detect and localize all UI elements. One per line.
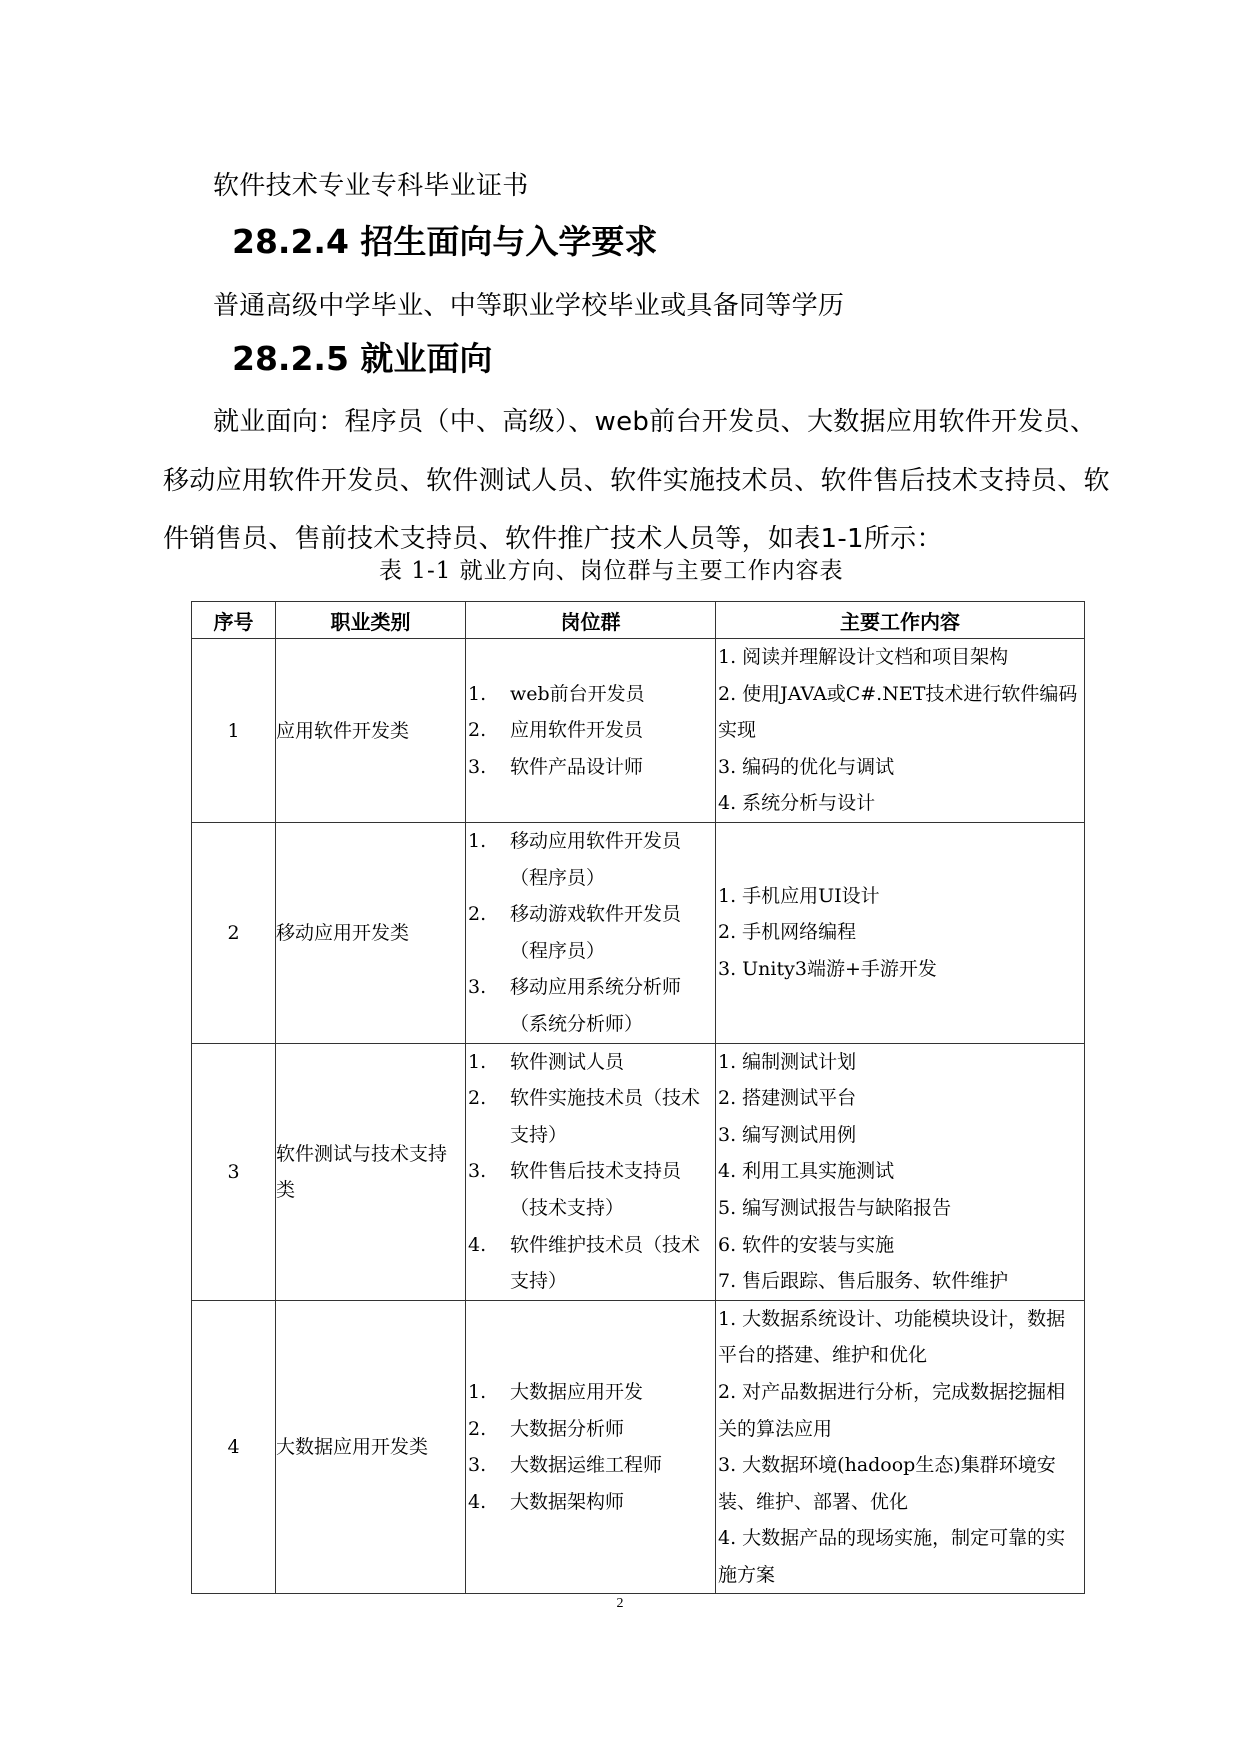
position-number: 2. [468, 719, 487, 742]
position-text: 大数据应用开发 [510, 1380, 644, 1403]
position-item [466, 1044, 715, 1081]
row-work [716, 1043, 1085, 1300]
certificate-line: 软件技术专业专科毕业证书 [213, 171, 529, 201]
header-category: 职业类别 [276, 602, 466, 639]
work-item: 6. 软件的安装与实施 [718, 1233, 895, 1256]
position-item [466, 676, 715, 713]
work-item: 7. 售后跟踪、售后服务、软件维护 [718, 1270, 1009, 1293]
row-work [716, 1300, 1085, 1594]
position-item [466, 1447, 715, 1484]
row-positions [466, 1300, 716, 1594]
admission-requirement-text: 普通高级中学毕业、中等职业学校毕业或具备同等学历 [213, 291, 845, 321]
row-index: 2 [192, 823, 276, 1044]
page-number: 2 [616, 1596, 624, 1611]
position-item [466, 1227, 715, 1300]
position-item [466, 1374, 715, 1411]
position-item [466, 969, 715, 1042]
section-heading-employment: 28.2.5 就业面向 [232, 339, 493, 378]
position-number: 3. [468, 1454, 487, 1477]
work-item: 2. 使用JAVA或C#.NET技术进行软件编码实现 [718, 682, 1078, 742]
position-text: 软件维护技术员（技术支持） [510, 1233, 701, 1293]
work-item: 1. 大数据系统设计、功能模块设计，数据平台的搭建、维护和优化 [718, 1307, 1066, 1367]
work-item: 4. 利用工具实施测试 [718, 1160, 895, 1183]
position-text: 软件售后技术支持员（技术支持） [510, 1160, 682, 1219]
position-number: 2. [468, 1417, 487, 1440]
position-number: 3. [468, 755, 487, 778]
header-work: 主要工作内容 [716, 602, 1085, 639]
position-item [466, 1411, 715, 1448]
position-item [466, 823, 715, 896]
position-text: 移动游戏软件开发员（程序员） [510, 903, 682, 962]
work-item: 1. 手机应用UI设计 [718, 884, 880, 907]
row-work [716, 823, 1085, 1044]
employment-para-line-2: 移动应用软件开发员、软件测试人员、软件实施技术员、软件售后技术支持员、软 [163, 466, 1110, 496]
position-item [466, 712, 715, 749]
work-item: 4. 系统分析与设计 [718, 792, 876, 815]
position-number: 2. [468, 1087, 487, 1110]
table-caption: 表 1-1 就业方向、岗位群与主要工作内容表 [379, 558, 844, 584]
work-item: 3. Unity3端游+手游开发 [718, 958, 937, 981]
row-positions [466, 1043, 716, 1300]
position-item [466, 896, 715, 969]
row-index: 1 [192, 639, 276, 823]
position-text: web前台开发员 [510, 682, 645, 705]
employment-table [191, 601, 1085, 1594]
table-header-row [192, 602, 1085, 639]
position-text: 大数据架构师 [510, 1490, 625, 1513]
position-item [466, 1484, 715, 1521]
position-text: 应用软件开发员 [510, 719, 644, 742]
position-number: 2. [468, 903, 487, 926]
header-index: 序号 [192, 602, 276, 639]
position-text: 移动应用系统分析师（系统分析师） [510, 976, 682, 1035]
row-category: 大数据应用开发类 [276, 1300, 466, 1594]
position-text: 软件测试人员 [510, 1050, 625, 1073]
position-text: 移动应用软件开发员（程序员） [510, 830, 682, 889]
employment-para-line-3: 件销售员、售前技术支持员、软件推广技术人员等，如表1-1所示： [163, 524, 943, 554]
row-category: 软件测试与技术支持类 [276, 1043, 466, 1300]
position-number: 1. [468, 830, 487, 852]
table-row [192, 1043, 1085, 1300]
work-item: 3. 大数据环境(hadoop生态)集群环境安装、维护、部署、优化 [718, 1454, 1056, 1513]
table-row [192, 823, 1085, 1044]
position-number: 1. [468, 1380, 487, 1403]
position-item [466, 1080, 715, 1153]
position-number: 1. [468, 1050, 487, 1073]
row-category: 应用软件开发类 [276, 639, 466, 823]
work-item: 2. 对产品数据进行分析，完成数据挖掘相关的算法应用 [718, 1380, 1066, 1440]
section-heading-admission: 28.2.4 招生面向与入学要求 [232, 222, 658, 261]
row-positions [466, 639, 716, 823]
row-category: 移动应用开发类 [276, 823, 466, 1044]
header-positions: 岗位群 [466, 602, 716, 639]
position-item [466, 1153, 715, 1226]
position-number: 1. [468, 682, 487, 705]
row-index: 3 [192, 1043, 276, 1300]
position-text: 软件实施技术员（技术支持） [510, 1087, 701, 1146]
row-work [716, 639, 1085, 823]
work-item: 5. 编写测试报告与缺陷报告 [718, 1196, 952, 1219]
work-item: 3. 编写测试用例 [718, 1123, 857, 1146]
position-number: 3. [468, 976, 487, 999]
work-item: 1. 编制测试计划 [718, 1050, 857, 1073]
position-item [466, 749, 715, 786]
position-number: 4. [468, 1233, 487, 1256]
table-row [192, 639, 1085, 823]
position-number: 4. [468, 1490, 487, 1513]
position-text: 大数据运维工程师 [510, 1454, 663, 1477]
position-text: 大数据分析师 [510, 1417, 625, 1440]
work-item: 4. 大数据产品的现场实施，制定可靠的实施方案 [718, 1527, 1066, 1586]
work-item: 1. 阅读并理解设计文档和项目架构 [718, 646, 1009, 669]
work-item: 3. 编码的优化与调试 [718, 755, 895, 778]
position-number: 3. [468, 1160, 487, 1183]
table-row [192, 1300, 1085, 1594]
row-positions [466, 823, 716, 1044]
work-item: 2. 搭建测试平台 [718, 1087, 857, 1110]
row-index: 4 [192, 1300, 276, 1594]
work-item: 2. 手机网络编程 [718, 921, 857, 944]
position-text: 软件产品设计师 [510, 755, 644, 778]
employment-para-line-1: 就业面向：程序员（中、高级）、web前台开发员、大数据应用软件开发员、 [213, 407, 1097, 437]
